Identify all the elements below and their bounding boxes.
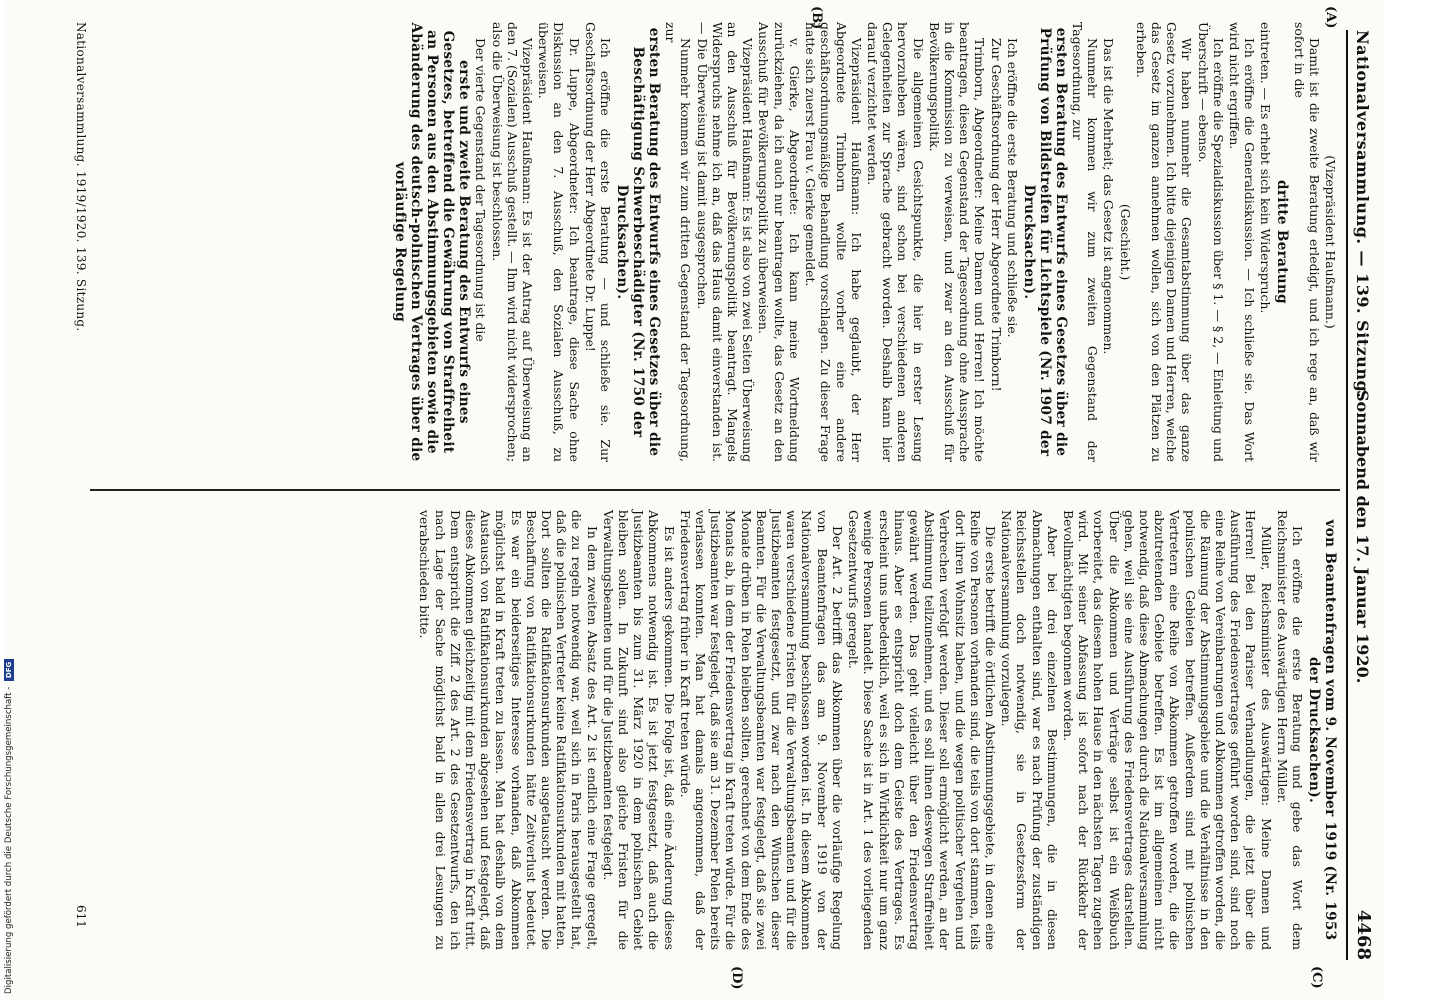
paragraph: Ich eröffne die erste Beratung — und schließe sie. Zur Geschäftsordnung der Herr Abgeordnete Dr. Luppe! [582,22,614,462]
paragraph: (Geschieht.) [1117,203,1133,281]
margin-marker-b: (B) [809,6,824,30]
rotated-document-page [4,0,1384,1000]
margin-marker-d: (D) [729,966,744,990]
paragraph: Vizepräsident Haußmann: Es ist der Antrag auf Überweisung an den 7. (Sozialen) Ausschuß gestellt. — Ihm wird nicht widersprochen; also die Überweisung ist beschlossen. [489,22,536,463]
paragraph: Wir haben nunmehr die Gesamtabstimmung über das ganze Gesetz vorzunehmen. Ich bitte diejenigen Damen und Herren, welche das Gesetz im ganzen annehmen wollen, sich von den Plätzen zu erheben. [1133,22,1195,462]
header-assembly-session: Nationalversammlung. — 139. Sitzung. [1353,30,1372,399]
paragraph: Nunmehr kommen wir zum dritten Gegenstand der Tagesordnung, zur [663,22,694,462]
digitization-credit [2,570,16,994]
paragraph: eintreten. — Es erhebt sich kein Widerspruch. [1258,22,1274,314]
footer-folio: 611 [74,905,88,928]
left-text-column [391,22,1338,462]
paragraph: (Vizepräsident Haußmann.) [1323,155,1338,329]
agenda-heading: ersten Beratung des Entwurfs eines Gesetzes über die Prüfung von Bildstreifen für Lichtspiele (Nr. 1907 der Drucksachen). [1020,27,1069,457]
paragraph: Ich eröffne die erste Beratung und schließe sie. [1004,38,1020,338]
paragraph: Trimborn, Abgeordneter: Meine Damen und Herren! Ich möchte beantragen, diesen Gegenstand der Tagesordnung ohne Aussprache in die Kommission zu verweisen, und zwar an den Ausschuß für Bevölkerungspolitik. [926,22,988,462]
agenda-heading: von Beamtenfragen vom 9. November 1919 (Nr. 1953 der Drucksachen). [1306,519,1338,941]
paragraph: v. Gierke, Abgeordnete: Ich kann meine Wortmeldung zurückziehen, da ich auch nur beantragen wollte, das Gesetz an den Ausschuß für Bevölkerungspolitik zu überweisen. [756,22,802,462]
paragraph: Der Art. 2 betrifft das Abkommen über die vorläufige Regelung von Beamtenfragen das am 9. November 1919 von der Nationalversammlung beschlossen worden ist. In diesem Abkommen waren verschiedene Fristen für die Verwaltungsbeamten und für die Justizbeamten festgesetzt, und zwar nach den Wünschen dieser Beamten. Für die Verwaltungsbeamten war festgelegt, daß sie zwei Monate drüben in Polen bleiben sollten, gerechnet von dem Ende des Monats ab, in dem der Friedensvertrag in Kraft treten würde. Für die Justizbeamten war festgelegt, daß sie am 31. Dezember Polen bereits verlassen konnten. Man hat damals angenommen, daß der Friedensvertrag früher in Kraft treten würde. [677,510,845,950]
paragraph: Ich eröffne die erste Beratung und gebe das Wort dem Reichsminister des Auswärtigen Herrn Müller. [1274,510,1305,950]
paragraph: Die erste betrifft die örtlichen Abstimmungsgebiete, in denen eine Reihe von Personen vorhanden sind, die teils von dort stammen, teils dort ihren Wohnsitz haben, und die wegen politischer Vergehen und Verbrechen verfolgt werden. Dieser soll ermöglicht werden, an der Abstimmung teilzunehmen, und es soll ihnen deswegen Straffreiheit gewährt werden. Das geht vielleicht über den Friedensvertrag hinaus. Aber es entspricht doch dem Geiste des Vertrages. Es erscheint uns unbedenklich, weil es sich in Wirklichkeit nur um ganz wenige Personen handelt. Diese Sache ist in Art. 1 des vorliegenden Gesetzentwurfs geregelt. [846,510,998,950]
paragraph: Dr. Luppe, Abgeordneter: Ich beantrage, diese Sache ohne Diskussion an den 7. Ausschuß, den Sozialen Ausschuß, zu überweisen. [536,22,582,462]
agenda-heading: ersten Beratung des Entwurfs eines Gesetzes über die Beschäftigung Schwerbeschädigter (Nr. 1750 der Drucksachen). [614,27,663,457]
paragraph: Die allgemeinen Gesichtspunkte, die hier in erster Lesung hervorzuheben wären, sind schon bei verschiedenen anderen Gelegenheiten zur Sprache gebracht worden. Deshalb kann hier darauf verzichtet werden. [864,22,926,462]
paragraph: Ich eröffne die Spezialdiskussion über § 1. — § 2, — Einleitung und Überschrift — ebenso. [1195,22,1226,462]
right-text-column [416,510,1338,950]
paragraph: Ich eröffne die Generaldiskussion. — Ich schließe sie. Das Wort wird nicht ergriffen. [1226,22,1258,462]
paragraph: Es ist anders gekommen. Die Folge ist, daß eine Änderung dieses Abkommens notwendig ist. Es ist jetzt festgesetzt, daß auch die Justizbeamten bis zum 31. März 1920 in dem polnischen Gebiet bleiben sollen. In Zukunft sind also gleiche Fristen für die Verwaltungsbeamten und für die Justizbeamten festgelegt. [600,510,677,950]
page-header [1346,30,1376,960]
paragraph: In dem zweiten Absatz des Art. 2 ist endlich eine Frage geregelt, die zu regeln notwendig war, weil sich in Paris herausgestellt hat, daß die polnischen Vertreter keine Ratifikationsurkunden mit hatten. Dort sollten die Ratifikationsurkunden ausgetauscht werden. Die Beschaffung von Ratifikationsurkunden hätte Zeitverlust bedeutet. Es war ein beiderseitiges Interesse vorhanden, daß Abkommen möglichst bald in Kraft treten zu lassen. Man hat deshalb von dem Austausch von Ratifikationsurkunden abgesehen und festgelegt, daß dieses Abkommen gleichzeitig mit dem Friedensvertrag in Kraft tritt. Dem entspricht die Ziff. 2 des Art. 2 des Gesetzentwurfs, den ich nach Lage der Sache möglichst bald in allen drei Lesungen zu verabschieden bitte. [417,510,600,950]
page-number: 4468 [1353,909,1374,960]
agenda-heading: erste und zweite Beratung des Entwurfs eines Gesetzes, betreffend die Gewährung von Straffreiheit an Personen aus den Abstimmungsgebieten sowie die Abänderung des deutsch-polnischen Vertrages über die vorläufige Regelung [392,22,473,462]
paragraph: Aber bei drei einzelnen Bestimmungen, die in diesen Abmachungen enthalten sind, war es nach Prüfung der zuständigen Reichsstellen doch notwendig, sie in Gesetzesform der Nationalversammlung vorzulegen. [999,510,1060,950]
paragraph: Nunmehr kommen wir zum zweiten Gegenstand der Tagesordnung, zur [1069,22,1101,462]
paragraph: Das ist die Mehrheit; das Gesetz ist angenommen. [1101,38,1117,355]
column-divider [90,489,1340,491]
margin-marker-c: (C) [1309,966,1324,989]
footer-imprint: Nationalversammlung. 1919/1920. 139. Sitzung. [74,22,88,332]
paragraph: Damit ist die zweite Beratung erledigt, und ich rege an, daß wir sofort in die [1291,22,1322,462]
paragraph: Der vierte Gegenstand der Tagesordnung ist die [473,38,489,342]
paragraph: Müller, Reichsminister des Auswärtigen: Meine Damen und Herren! Bei den Pariser Verhandlungen, die jetzt über die Ausführung des Friedensvertrages geführt worden sind, sind noch eine Reihe von Vereinbarungen und Abkommen getroffen worden, die die Räumung der Abstimmungsgebiete und die Verhältnisse in den polnischen Gebieten betreffen. Außerdem sind mit polnischen Vertretern eine Reihe von Abkommen getroffen worden, die die abzutretenden Gebiete betreffen. Es ist im allgemeinen nicht notwendig, daß diese Abmachungen durch die Nationalversammlung gehen, weil sie eine Ausführung des Friedensvertrages darstellen. Über die Abkommen und Verträge selbst ist ein Weißbuch vorbereitet, das diesem hohen Hause in den nächsten Tagen zugehen wird. Mit seiner Abfassung ist sofort nach der Rückkehr der Bevollmächtigten begonnen worden. [1060,510,1274,950]
agenda-heading: dritte Beratung [1274,180,1291,304]
dfg-logo: DFG [4,659,14,681]
paragraph: Vizepräsident Haußmann: Ich habe geglaubt, der Herr Abgeordnete Trimborn wollte vorher eine andere geschäftsordnungsmäßige Behandlung vorschlagen. Zu dieser Frage hatte sich zuerst Frau v. Gierke gemeldet. [803,22,864,462]
digitization-credit-text: Digitalisierung gefördert durch die Deutsche Forschungsgemeinschaft - [4,686,14,994]
margin-marker-a: (A) [1323,6,1338,29]
header-date: Sonnabend den 17. Januar 1920. [1353,390,1372,684]
paragraph: Zur Geschäftsordnung der Herr Abgeordnete Trimborn! [988,38,1004,392]
paragraph: Vizepräsident Haußmann: Es ist also von zwei Seiten Überweisung an den Ausschuß für Bevölkerungspolitik beantragt. Mangels Widerspruchs nehme ich an, daß das Haus damit einverstanden ist. — Die Überweisung ist damit ausgesprochen. [694,22,756,462]
